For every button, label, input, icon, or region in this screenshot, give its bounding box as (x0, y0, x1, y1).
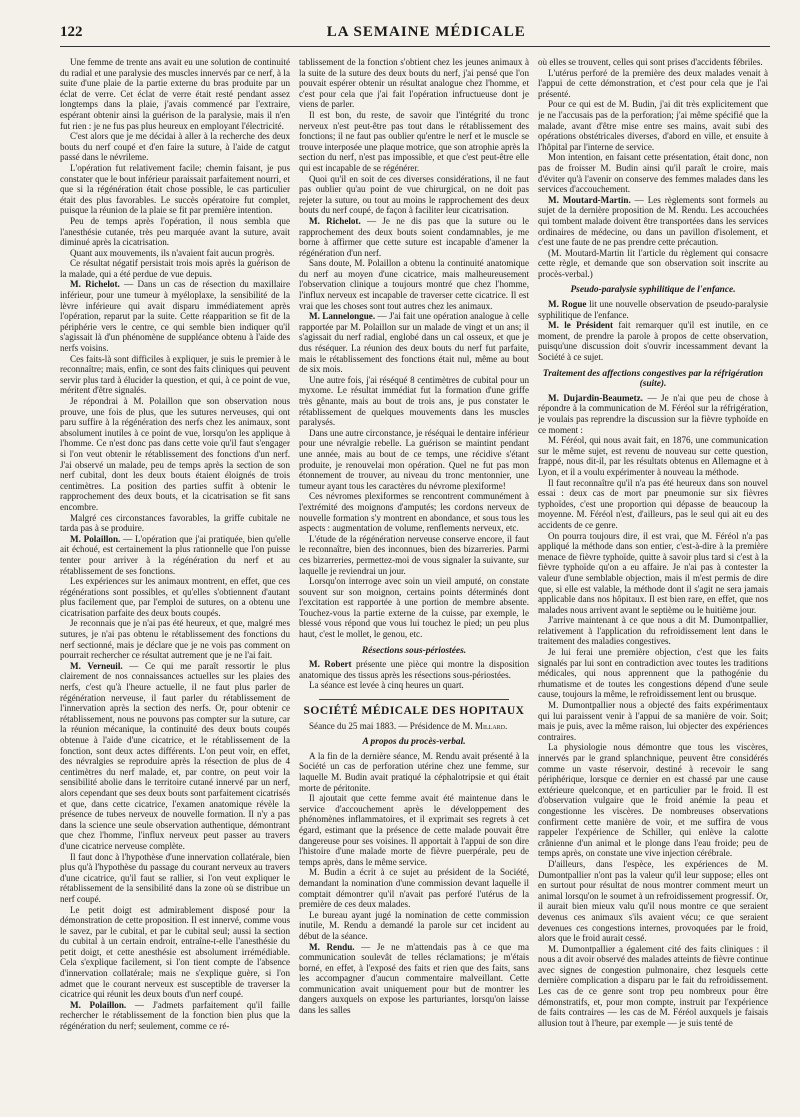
session-line (299, 721, 529, 732)
paragraph (60, 216, 290, 248)
paragraph-text: Il faut donc à l'hypothèse d'une innervation collatérale, bien plus qu'à l'hypothèse du passage du courant nerveux au travers d'une cicatrice, qu'il faut se rallier, si l'on veut expliquer le rétablissement de la sensibilité dans la zone où se distribue un nerf coupé. (60, 851, 290, 904)
paragraph (299, 751, 529, 793)
speaker-name: M. Dujardin-Beaumetz. (548, 392, 643, 403)
paragraph (299, 793, 529, 867)
paragraph (299, 680, 529, 691)
paragraph-text: Je reconnais que je n'ai pas été heureux, et que, malgré mes sutures, je n'ai pas obtenu le rétablissement des fonctions du nerf sectionné, mais je déclare que je ne vois pas comment on pourrait rechercher ce résultat autrement que je ne l'ai fait. (60, 618, 290, 661)
paragraph-text: Une femme de trente ans avait eu une solution de continuité du radial et une paralysie des muscles innervés par ce nerf, à la suite d'une plaie de la partie externe du bras produite par un éclat de verre. Cet éclat de verre était resté pendant assez longtemps dans la plaie, j'avais commencé par l'extraire, espérant obtenir ainsi la guérison de la paralysie, mais il n'en fut rien : je ne fus pas plus heureux en employant l'électricité. (60, 57, 290, 131)
paragraph (60, 513, 290, 534)
paragraph-text: Mon intention, en faisant cette présentation, était donc, non pas de froisser M. Budin ainsi qu'il paraît le croire, mais d'éviter qu'à l'avenir on conserve des femmes malades dans les services d'accouchement. (538, 152, 768, 195)
paragraph (538, 944, 768, 1029)
paragraph (538, 615, 768, 647)
paragraph (538, 647, 768, 700)
paragraph-text: Sans doute, M. Polaillon a obtenu la continuité anatomique du nerf au moyen d'une cicatrice, mais malheureusement l'observation clinique a toujours montré que chez l'homme, l'influx nerveux est incapable de traverser cette cicatrice. Il est vrai que les choses sont tout autres chez les animaux. (299, 258, 529, 311)
paragraph (299, 258, 529, 311)
paragraph (299, 311, 529, 375)
paragraph-text: — Ce qui me paraît ressortir le plus clairement de nos connaissances actuelles sur les plaies des nerfs, c'est qu'à l'heure actuelle, il ne faut plus parler de régénération nerveuse, il faut parler du rétablissement de l'innervation après la section des nerfs. Or, pour obtenir ce rétablissement, nous ne pouvons pas compter sur la suture, car la réunion mécanique, la continuité des deux bouts coupés obtenue à l'aide d'une cicatrice, et le rétablissement de la fonction, sont deux actes différents. L'on peut voir, en effet, des névralgies se reproduire après la résection de plus de 4 centimètres du nerf malade, et, par contre, on peut voir la sensibilité abolie dans le territoire cutané innervé par un nerf, alors cependant que ses deux bouts sont parfaitement cicatrisés et que, dans cette cicatrice, l'examen anatomique révèle la présence de tubes nerveux de nouvelle formation. Il n'y a pas dans la science une seule observation authentique, démontrant que chez l'homme, l'influx nerveux peut passer au travers d'une cicatrice nerveuse complète. (60, 660, 290, 851)
paragraph-text: M. Budin a écrit à ce sujet au président de la Société, demandant la nomination d'une commission devant laquelle il comptait démontrer qu'il n'avait pas perforé l'utérus de la première de ces deux malades. (299, 867, 529, 910)
paragraph (60, 576, 290, 618)
paragraph-text: lit une nouvelle observation de pseudo-paralysie syphilitique de l'enfance. (538, 299, 768, 320)
session-suffix: . (505, 720, 508, 731)
paragraph-text: J'arrive maintenant à ce que nous a dit M. Dumontpallier, relativement à l'application du refroidissement lent dans le traitement des maladies congestives. (538, 615, 768, 647)
paragraph (538, 435, 768, 477)
paragraph (60, 534, 290, 576)
speaker-name: M. Verneuil. (70, 660, 123, 671)
paragraph-text: Les expériences sur les animaux montrent, en effet, que ces régénérations sont possibles, et qu'elles s'obtiennent d'autant plus facilement que, par l'emploi de sutures, on a obtenu une cicatrisation parfaite des deux bouts coupés. (60, 576, 290, 618)
paragraph (299, 576, 529, 640)
paragraph-text: M. Dumontpallier a également cité des faits cliniques : il nous a dit avoir observé des malades atteints de fièvre continue avec signes de congestion pulmonaire, chez lesquels cette dernière complication a disparu par le fait du refroidissement. Les cas de ce genre sont trop peu nombreux pour être démonstratifs, et, pour mon compte, instruit par l'expérience de faits contraires — les cas de M. Féréol auxquels je faisais allusion tout à l'heure, par exemple — je suis tenté de (538, 943, 768, 1028)
column-middle (299, 57, 529, 1117)
paragraph-text: — Je ne dis pas que la suture ou le rapprochement des deux bouts soient condamnables, je me borne à affirmer que cette suture est incapable d'amener la régénération d'un nerf. (299, 215, 529, 258)
paragraph-text: Quant aux mouvements, ils n'avaient fait aucun progrès. (70, 247, 275, 258)
paragraph-text: Quoi qu'il en soit de ces diverses considérations, il ne faut pas oublier qu'au point de vue chirurgical, on ne doit pas rejeter la suture, ou tout au moins le rapprochement des deux bouts du nerf coupé, de façon à faciliter leur cicatrisation. (299, 173, 529, 216)
section-heading: Pseudo-paralysie syphilitique de l'enfance. (570, 285, 736, 296)
speaker-name: M. Robert (309, 659, 352, 670)
paragraph (60, 905, 290, 1000)
paragraph (538, 742, 768, 859)
paragraph (538, 152, 768, 194)
paragraph (538, 478, 768, 531)
section-heading: A propos du procès-verbal. (362, 737, 466, 748)
speaker-name: M. Moutard-Martin. (548, 194, 631, 205)
paragraph (538, 859, 768, 944)
paragraph (60, 1000, 290, 1032)
paragraph (299, 491, 529, 533)
paragraph-text: Peu de temps après l'opération, il nous sembla que l'anesthésie cutanée, très peu marquée avant la suture, avait diminué après la cicatrisation. (60, 215, 290, 248)
paragraph-text: — Je ne m'attendais pas à ce que ma communication soulevât de telles réclamations; je m'étais borné, en effet, à l'exposé des faits et rien que des faits, sans les accompagner d'aucun commentaire malveillant. Cette communication avait uniquement pour but de montrer les dangers auxquels on expose les parturiantes, lorsqu'on laisse dans les salles (299, 941, 529, 1016)
paragraph (299, 174, 529, 216)
section-heading: Traitement des affections congestives par la réfrigération (suite). (542, 368, 764, 390)
paragraph-text: Ce résultat négatif persistait trois mois après la guérison de la malade, qui a été perdue de vue depuis. (60, 258, 290, 279)
paragraph (538, 248, 768, 280)
paragraph (60, 852, 290, 905)
paragraph-text: Dans une autre circonstance, je réséquai le dentaire inférieur pour une névralgie rebelle. La guérison se maintint pendant une année, mais au bout de ce temps, une récidive s'étant produite, je renouvelai mon opération. Quel ne fut pas mon étonnement de trouver, au niveau du tronc mentonnier, une tumeur ayant tous les caractères du névrome plexiforme! (299, 427, 529, 491)
paragraph-text: — Dans un cas de résection du maxillaire inférieur, pour une tumeur à myéloplaxe, la sensibilité de la lèvre inférieure qui avait disparu immédiatement après l'opération, reparut par la suite. Cette réapparition se fit de la périphérie vers le centre, ce qui semble bien indiquer qu'il s'agissait là d'un phénomène de suppléance obtenu à l'aide des nerfs voisins. (60, 279, 290, 354)
running-header (60, 24, 770, 47)
paragraph (299, 910, 529, 942)
paragraph (299, 375, 529, 428)
paragraph-text: Il faut reconnaître qu'il n'a pas été heureux dans son nouvel essai : deux cas de mort par pneumonie sur six fièvres typhoïdes, c'est une proportion qui dépasse de beaucoup la moyenne. M. Féréol n'est, d'ailleurs, pas le seul qui ait eu des accidents de ce genre. (538, 477, 768, 530)
paragraph-text: M. Dumontpallier nous a objecté des faits expérimentaux qui lui paraissent venir à l'appui de sa manière de voir. Soit; mais je puis, avec la même raison, lui objecter des expériences contraires. (538, 700, 768, 742)
paragraph-text: A la fin de la dernière séance, M. Rendu avait présenté à la Société un cas de perforation utérine chez une femme, sur laquelle M. Budin avait pratiqué la céphalotripsie et qui était morte de péritonite. (299, 750, 529, 793)
speaker-name: M. Polaillon. (70, 999, 127, 1010)
society-title: SOCIÉTÉ MÉDICALE DES HOPITAUX (303, 705, 525, 718)
paragraph (538, 320, 768, 362)
paragraph-text: Il ajoutait que cette femme avait été maintenue dans le service d'accouchement après le développement des phénomènes inflammatoires, et il exprimait ses regrets à cet égard, estimant que la présence de cette malade pouvait être dangereuse pour ses voisines. Il apportait à l'appui de son dire l'histoire d'une malade morte de fièvre puerpérale, peu de temps après, dans le même service. (299, 793, 529, 867)
paragraph (60, 57, 290, 131)
speaker-name: M. Polaillon. (70, 533, 121, 544)
journal-title: LA SEMAINE MÉDICALE (326, 24, 526, 40)
paragraph-text: Pour ce qui est de M. Budin, j'ai dit très explicitement que je ne l'accusais pas de la perforation; j'ai même spécifié que la malade, avant d'être mise entre ses mains, avait subi des opérations obstétricales diverses, d'abord en ville, et ensuite à l'hôpital par l'interne de service. (538, 99, 768, 152)
paragraph (60, 618, 290, 660)
paragraph (299, 57, 529, 110)
paragraph-text: fait remarquer qu'il est inutile, en ce moment, de prendre la parole à propos de cette observation, puisqu'une discussion doit s'ouvrir incessamment devant la Société à ce sujet. (538, 320, 768, 363)
paragraph (538, 531, 768, 616)
paragraph (538, 99, 768, 152)
speaker-name: M. Rendu. (309, 941, 355, 952)
paragraph (60, 131, 290, 163)
paragraph-text: Malgré ces circonstances favorables, la griffe cubitale ne tarda pas à se produire. (60, 512, 290, 534)
speaker-name: M. Richelot. (70, 279, 120, 290)
paragraph (538, 195, 768, 248)
paragraph (60, 258, 290, 279)
paragraph (299, 110, 529, 174)
paragraph-text: Lorsqu'on interroge avec soin un vieil amputé, on constate souvent sur son moignon, certains points déterminés dont l'excitation est rapportée à une portion de membre absente. Touchez-vous la partie externe de la cuisse, par exemple, le blessé vous répond que vous lui touchez le pied; un peu plus haut, c'est le mollet, le genou, etc. (299, 576, 529, 640)
speaker-name: M. le Président (548, 320, 613, 331)
paragraph (538, 393, 768, 435)
paragraph (299, 942, 529, 1016)
paragraph (299, 428, 529, 492)
paragraph (60, 279, 290, 353)
paragraph (299, 659, 529, 680)
section-heading: Résections sous-périostées. (361, 645, 467, 656)
paragraph-text: On pourra toujours dire, il est vrai, que M. Féréol n'a pas appliqué la méthode dans son entier, c'est-à-dire à la première menace de fièvre typhoïde, quitte à savoir plus tard si c'est à la fièvre typhoïde qu'on a eu affaire. Je n'ai pas à contester la valeur d'une semblable objection, mais il m'est permis de dire que, si elle est valable, la méthode dont il s'agit ne sera jamais applicable dans nos hôpitaux. Il est bien rare, en effet, que nos malades nous arrivent avant le septième ou le huitième jour. (538, 530, 768, 615)
paragraph-text: Le petit doigt est admirablement disposé pour la démonstration de cette proposition. Il est innervé, comme vous le savez, par le cubital, et par le cubital seul; aussi la section du cubital à un certain endroit, entraîne-t-elle l'anesthésie du petit doigt, et cette anesthésie est absolument irrémédiable. Cela s'explique facilement, si l'on tient compte de l'absence d'innervation collatérale; mais ne s'explique guère, si l'on admet que le courant nerveux est susceptible de traverser la cicatrice qui réunit les deux bouts d'un nerf coupé. (60, 904, 290, 1000)
paragraph-text: tablissement de la fonction s'obtient chez les jeunes animaux à la suite de la suture des deux bouts du nerf, j'ai pensé que l'on pouvait espérer obtenir un résultat analogue chez l'homme, et c'est pour cela que j'ai fait l'opération infructueuse dont je viens de parler. (299, 57, 529, 110)
paragraph-text: — Les règlements sont formels au sujet de la dernière proposition de M. Rendu. Les accouchées qui tombent malade doivent être transportées dans les services ordinaires de médecine, ou dans un pavillon d'isolement, et c'est une faute de ne pas prendre cette précaution. (538, 194, 768, 248)
paragraph (60, 248, 290, 259)
session-date: Séance du 25 mai 1883. — Présidence de (309, 720, 463, 731)
paragraph (299, 534, 529, 576)
paragraph-text: D'ailleurs, dans l'espèce, les expériences de M. Dumontpallier n'ont pas la valeur qu'il leur suppose; elles ont en surtout pour résultat de nous montrer comment meurt un animal lorsqu'on le soumet à un refroidissement progressif. Or, il aurait bien mieux valu qu'il nous montre ce que seraient devenus ces animaux s'ils avaient vécu; ce que seraient devenues ces congestions internes, provoquées par le froid, alors que le froid aurait cessé. (538, 858, 768, 944)
paragraph-text: L'étude de la régénération nerveuse conserve encore, il faut le reconnaître, bien des inconnues, bien des bizarreries. Parmi ces bizarreries, permettez-moi de vous signaler la suivante, sur laquelle je reviendrai un jour. (299, 533, 529, 576)
speaker-name: M. Richelot. (309, 215, 361, 226)
session-president: M. Millard (462, 720, 506, 731)
paragraph-text: Je répondrai à M. Polaillon que son observation nous prouve, une fois de plus, que les sutures nerveuses, qui ont paru suffire à la régénération des nerfs chez les animaux, sont absolument inutiles à ce point de vue, lorsqu'on les applique à l'homme. Ce n'est donc pas dans cette voie qu'il faut s'engager si l'on veut obtenir le rétablissement des fonctions d'un nerf. J'ai observé un malade, peu de temps après la section de son nerf cubital, dont les deux bouts étaient éloignés de trois centimètres. La position des parties suffit à obtenir le rapprochement des deux bouts, et la cicatrisation se fit sans encombre. (60, 396, 290, 512)
paragraph-text: — J'ai fait une opération analogue à celle rapportée par M. Polaillon sur un malade de vingt et un ans; il s'agissait du nerf radial, englobé dans un cal osseux, et que je dus réséquer. La réunion des deux bouts du nerf fut parfaite, mais le rétablissement des fonctions était nul, même au bout de six mois. (299, 311, 529, 375)
paragraph-text: Je lui ferai une première objection, c'est que les faits signalés par lui sont en contradiction avec toutes les traditions médicales, qui nous apprennent que la pathogénie du rhumatisme et de toutes les congestions dépend d'une seule cause, toujours la même, le refroidissement lent ou brusque. (538, 647, 768, 700)
speaker-name: M. Lannelongue. (309, 311, 376, 322)
paragraph (538, 299, 768, 320)
article-columns (60, 57, 770, 1117)
paragraph (538, 57, 768, 68)
paragraph-text: — L'opération que j'ai pratiquée, bien qu'elle ait échoué, est certainement la plus rationnelle que l'on puisse tenter pour arriver à la régénération du nerf et au rétablissement de ses fonctions. (60, 533, 290, 576)
paragraph (299, 216, 529, 258)
paragraph-text: Ces faits-là sont difficiles à expliquer, je suis le premier à le reconnaître; mais, enfin, ce sont des faits cliniques qui peuvent servir plus tard à élucider la question, et qui, à ce point de vue, méritent d'être signalés. (60, 353, 290, 396)
paragraph (60, 354, 290, 396)
paragraph-text: M. Féréol, qui nous avait fait, en 1876, une communication sur le même sujet, est revenu de nouveau sur cette question, frappé, nous dit-il, par les résultats obtenus en Allemagne et à Lyon, et il a voulu expérimenter à nouveau la méthode. (538, 435, 768, 477)
paragraph (60, 163, 290, 216)
paragraph-text: Le bureau ayant jugé la nomination de cette commission inutile, M. Rendu a demandé la parole sur cet incident au début de la séance. (299, 909, 529, 941)
paragraph-text: (M. Moutard-Martin lit l'article du règlement qui consacre cette règle, et demande que son observation soit inscrite au procès-verbal.) (538, 247, 768, 279)
column-right (538, 57, 768, 1117)
paragraph-text: C'est alors que je me décidai à aller à la recherche des deux bouts du nerf coupé et d'en faire la suture, à l'aide de catgut passé dans le névrileme. (60, 131, 290, 163)
paragraph-text: — J'admets parfaitement qu'il faille rechercher le rétablissement de la fonction bien plus que la régénération du nerf; seulement, comme ce ré- (60, 999, 290, 1032)
page-number: 122 (60, 24, 83, 40)
paragraph (60, 661, 290, 852)
paragraph (60, 396, 290, 513)
paragraph-text: Une autre fois, j'ai réséqué 8 centimètres de cubital pour un myxome. Le résultat immédiat fut la formation d'une griffe très gênante, mais au bout de trois ans, je pus constater le rétablissement de quelques mouvements dans les muscles paralysés. (299, 374, 529, 428)
paragraph-text: La séance est levée à cinq heures un quart. (309, 680, 464, 691)
section-divider (319, 699, 509, 700)
paragraph (299, 867, 529, 909)
paragraph-text: où elles se trouvent, celles qui sont prises d'accidents fébriles. (538, 57, 763, 67)
paragraph-text: Ces névromes plexiformes se rencontrent communément à l'extrémité des moignons d'amputés; les cordons nerveux de nouvelle formation s'y montrent en abondance, et sous tous les aspects : augmentation de volume, renflements nerveux, etc. (299, 491, 529, 534)
paragraph-text: La physiologie nous démontre que tous les viscères, innervés par le grand splanchnique, peuvent être considérés comme un vaste réservoir, destiné à recevoir le sang périphérique, lorsque ce dernier en est chassé par une cause extérieure quelconque, et en particulier par le froid. Il est d'observation vulgaire que le froid anémie la peau et congestionne les viscères. De nombreuses observations confirment cette manière de voir, et me suffira de vous rappeler l'expérience de Schiller, qui enlève la calotte crânienne d'un animal et le plonge dans l'eau froide; peu de temps après, on constate une vive injection cérébrale. (538, 742, 768, 859)
paragraph-text: présente une pièce qui montre la disposition anatomique des tissus après les résections sous-périostées. (299, 659, 529, 680)
column-left (60, 57, 290, 1117)
paragraph-text: — Je n'ai que peu de chose à répondre à la communication de M. Féréol sur la réfrigération, je voulais pas reprendre la discussion sur la fièvre typhoïde en ce moment : (538, 392, 768, 435)
speaker-name: M. Rogue (548, 299, 587, 310)
paragraph (538, 700, 768, 742)
paragraph (538, 68, 768, 100)
paragraph-text: Il est bon, du reste, de savoir que l'intégrité du tronc nerveux n'est peut-être pas tout dans le rétablissement des fonctions; il ne faut pas oublier qu'entre le nerf et le muscle se trouve interposée une plaque motrice, que son atrophie après la section du nerf, n'est pas impossible, et que c'est peut-être elle qui est incapable de se régénérer. (299, 109, 529, 173)
paragraph-text: L'utérus perforé de la première des deux malades venait à l'appui de cette démonstration, et c'est pour cela que je l'ai présenté. (538, 67, 768, 99)
paragraph-text: L'opération fut relativement facile; chemin faisant, je pus constater que le bout inférieur paraissait parfaitement nourri, et que si la régénération était chose possible, le cas particulier était des plus favorables. Le succès opératoire fut complet, puisque la réunion de la plaie se fit par première intention. (60, 162, 290, 216)
